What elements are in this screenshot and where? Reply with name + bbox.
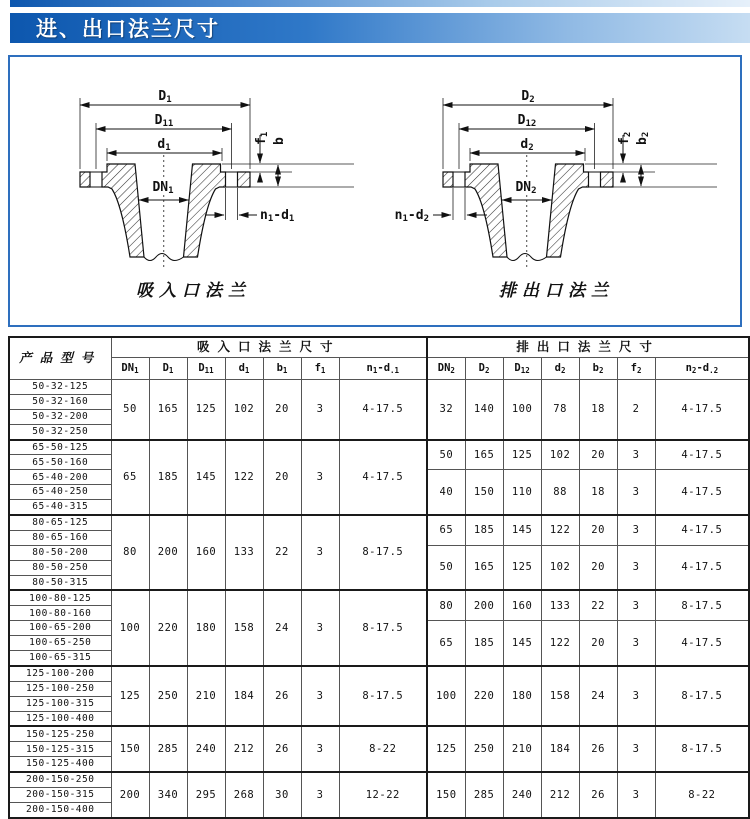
- suction-subheader-5: f1: [301, 358, 339, 380]
- discharge-dim-cell: 4-17.5: [655, 621, 749, 666]
- suction-subheader-3: d1: [225, 358, 263, 380]
- discharge-dim-cell: 210: [503, 726, 541, 772]
- suction-flange-figure: [12, 67, 375, 301]
- dim-label-d1: d1: [156, 137, 171, 153]
- discharge-dim-cell: 165: [465, 440, 503, 470]
- suction-dim-cell: 3: [301, 772, 339, 818]
- suction-dim-cell: 8-17.5: [339, 666, 427, 727]
- suction-dim-cell: 340: [149, 772, 187, 818]
- product-model-cell: 100-65-200: [9, 621, 111, 636]
- product-model-cell: 65-50-125: [9, 440, 111, 455]
- discharge-dim-cell: 8-17.5: [655, 666, 749, 727]
- discharge-dim-cell: 3: [617, 545, 655, 590]
- discharge-dim-cell: 3: [617, 666, 655, 727]
- suction-dim-cell: 220: [149, 590, 187, 665]
- suction-dim-cell: 4-17.5: [339, 440, 427, 515]
- suction-dim-cell: 133: [225, 515, 263, 590]
- suction-dim-cell: 24: [263, 590, 301, 665]
- col-header-product-model: 产品型号: [9, 337, 111, 380]
- discharge-dim-cell: 24: [579, 666, 617, 727]
- discharge-dim-cell: 20: [579, 515, 617, 545]
- top-accent-strip: [10, 0, 750, 7]
- suction-dim-cell: 200: [111, 772, 149, 818]
- suction-dim-cell: 125: [187, 380, 225, 440]
- product-model-cell: 50-32-160: [9, 394, 111, 409]
- suction-dim-cell: 285: [149, 726, 187, 772]
- suction-dim-cell: 158: [225, 590, 263, 665]
- suction-dim-cell: 3: [301, 380, 339, 440]
- discharge-dim-cell: 185: [465, 515, 503, 545]
- discharge-dim-cell: 4-17.5: [655, 440, 749, 470]
- product-model-cell: 50-32-125: [9, 380, 111, 395]
- product-model-cell: 100-80-160: [9, 606, 111, 621]
- discharge-dim-cell: 2: [617, 380, 655, 440]
- table-row: [9, 380, 749, 395]
- dim-label-n1-d2: n1-d2: [394, 208, 429, 224]
- flange-left-ear: [443, 172, 453, 187]
- dim-label-f1: f1: [253, 131, 270, 145]
- product-model-cell: 200-150-250: [9, 772, 111, 787]
- product-model-cell: 65-40-315: [9, 500, 111, 515]
- flange-right-section: [183, 164, 225, 257]
- flange-right-ear: [600, 172, 613, 187]
- suction-dim-cell: 3: [301, 666, 339, 727]
- discharge-dim-cell: 184: [541, 726, 579, 772]
- suction-subheader-0: DN1: [111, 358, 149, 380]
- discharge-dim-cell: 18: [579, 380, 617, 440]
- suction-dim-cell: 3: [301, 726, 339, 772]
- dim-label-D1: D1: [157, 89, 172, 105]
- product-model-cell: 125-100-400: [9, 711, 111, 726]
- dim-label-d2: d2: [519, 137, 534, 153]
- dim-label-DN2: DN2: [514, 180, 537, 196]
- discharge-dim-cell: 150: [465, 470, 503, 515]
- suction-dim-cell: 100: [111, 590, 149, 665]
- suction-dim-cell: 210: [187, 666, 225, 727]
- col-group-discharge: 排出口法兰尺寸: [427, 337, 749, 358]
- table-row: [9, 772, 749, 787]
- discharge-dim-cell: 110: [503, 470, 541, 515]
- flange-right-ear: [237, 172, 250, 187]
- discharge-dim-cell: 8-17.5: [655, 726, 749, 772]
- discharge-subheader-6: n2-d.2: [655, 358, 749, 380]
- product-model-cell: 65-50-160: [9, 455, 111, 470]
- discharge-dim-cell: 4-17.5: [655, 545, 749, 590]
- discharge-subheader-5: f2: [617, 358, 655, 380]
- discharge-dim-cell: 165: [465, 545, 503, 590]
- suction-subheader-1: D1: [149, 358, 187, 380]
- discharge-dim-cell: 78: [541, 380, 579, 440]
- discharge-dim-cell: 32: [427, 380, 465, 440]
- suction-dim-cell: 50: [111, 380, 149, 440]
- product-model-cell: 80-65-160: [9, 530, 111, 545]
- suction-dim-cell: 250: [149, 666, 187, 727]
- suction-flange-caption: 吸入口法兰: [136, 281, 251, 301]
- discharge-dim-cell: 50: [427, 440, 465, 470]
- suction-flange-drawing: [20, 67, 368, 275]
- suction-dim-cell: 8-17.5: [339, 590, 427, 665]
- discharge-dim-cell: 100: [427, 666, 465, 727]
- flange-right-section: [546, 164, 588, 257]
- flange-left-ear: [80, 172, 90, 187]
- suction-dim-cell: 26: [263, 666, 301, 727]
- product-model-cell: 125-100-250: [9, 681, 111, 696]
- dim-label-f2: f2: [616, 131, 633, 145]
- table-row: [9, 515, 749, 530]
- discharge-dim-cell: 4-17.5: [655, 515, 749, 545]
- discharge-subheader-0: DN2: [427, 358, 465, 380]
- discharge-dim-cell: 200: [465, 590, 503, 620]
- product-model-cell: 100-65-315: [9, 651, 111, 666]
- discharge-dim-cell: 102: [541, 440, 579, 470]
- suction-dim-cell: 165: [149, 380, 187, 440]
- discharge-dim-cell: 125: [503, 545, 541, 590]
- section-title-bar: [10, 13, 750, 43]
- discharge-dim-cell: 145: [503, 621, 541, 666]
- discharge-dim-cell: 50: [427, 545, 465, 590]
- suction-dim-cell: 12-22: [339, 772, 427, 818]
- discharge-dim-cell: 65: [427, 621, 465, 666]
- discharge-dim-cell: 88: [541, 470, 579, 515]
- discharge-dim-cell: 100: [503, 380, 541, 440]
- suction-dim-cell: 180: [187, 590, 225, 665]
- dim-label-DN1: DN1: [151, 180, 174, 196]
- product-model-cell: 200-150-315: [9, 788, 111, 803]
- flange-left-section: [102, 164, 144, 257]
- suction-dim-cell: 3: [301, 590, 339, 665]
- product-model-cell: 150-125-250: [9, 726, 111, 741]
- discharge-dim-cell: 20: [579, 440, 617, 470]
- product-model-cell: 100-80-125: [9, 590, 111, 605]
- discharge-flange-caption: 排出口法兰: [499, 281, 614, 301]
- product-model-cell: 65-40-250: [9, 485, 111, 500]
- discharge-dim-cell: 22: [579, 590, 617, 620]
- discharge-dim-cell: 4-17.5: [655, 380, 749, 440]
- discharge-dim-cell: 122: [541, 621, 579, 666]
- dim-label-n1-d1: n1-d1: [259, 208, 294, 224]
- suction-dim-cell: 102: [225, 380, 263, 440]
- discharge-subheader-4: b2: [579, 358, 617, 380]
- product-model-cell: 50-32-200: [9, 409, 111, 424]
- suction-dim-cell: 3: [301, 515, 339, 590]
- product-model-cell: 150-125-315: [9, 742, 111, 757]
- discharge-dim-cell: 125: [503, 440, 541, 470]
- suction-dim-cell: 4-17.5: [339, 380, 427, 440]
- discharge-dim-cell: 3: [617, 515, 655, 545]
- suction-dim-cell: 145: [187, 440, 225, 515]
- suction-dim-cell: 150: [111, 726, 149, 772]
- discharge-dim-cell: 140: [465, 380, 503, 440]
- suction-subheader-4: b1: [263, 358, 301, 380]
- suction-dim-cell: 240: [187, 726, 225, 772]
- suction-dim-cell: 268: [225, 772, 263, 818]
- product-model-cell: 50-32-250: [9, 424, 111, 439]
- discharge-dim-cell: 3: [617, 440, 655, 470]
- discharge-flange-figure: [375, 67, 738, 301]
- suction-dim-cell: 185: [149, 440, 187, 515]
- table-row: [9, 726, 749, 741]
- table-row: [9, 590, 749, 605]
- product-model-cell: 80-50-315: [9, 575, 111, 590]
- dim-label-D11: D11: [154, 113, 173, 129]
- discharge-dim-cell: 8-17.5: [655, 590, 749, 620]
- discharge-dim-cell: 240: [503, 772, 541, 818]
- product-model-cell: 150-125-400: [9, 757, 111, 772]
- col-group-suction: 吸入口法兰尺寸: [111, 337, 427, 358]
- discharge-dim-cell: 80: [427, 590, 465, 620]
- product-model-cell: 80-50-250: [9, 560, 111, 575]
- dim-label-D12: D12: [517, 113, 536, 129]
- dim-label-b2: b2: [634, 131, 651, 145]
- product-model-cell: 80-50-200: [9, 545, 111, 560]
- table-row: [9, 440, 749, 455]
- page-title: 进、出口法兰尺寸: [36, 18, 220, 41]
- discharge-subheader-3: d2: [541, 358, 579, 380]
- discharge-dim-cell: 26: [579, 726, 617, 772]
- suction-dim-cell: 125: [111, 666, 149, 727]
- product-model-cell: 125-100-315: [9, 696, 111, 711]
- suction-dim-cell: 20: [263, 380, 301, 440]
- dim-label-b: b: [271, 137, 287, 145]
- discharge-dim-cell: 180: [503, 666, 541, 727]
- discharge-dim-cell: 18: [579, 470, 617, 515]
- discharge-dim-cell: 133: [541, 590, 579, 620]
- product-model-cell: 200-150-400: [9, 802, 111, 817]
- suction-dim-cell: 22: [263, 515, 301, 590]
- product-model-cell: 125-100-200: [9, 666, 111, 681]
- discharge-dim-cell: 3: [617, 590, 655, 620]
- discharge-dim-cell: 220: [465, 666, 503, 727]
- discharge-dim-cell: 150: [427, 772, 465, 818]
- suction-dim-cell: 200: [149, 515, 187, 590]
- discharge-dim-cell: 125: [427, 726, 465, 772]
- discharge-dim-cell: 102: [541, 545, 579, 590]
- product-model-cell: 65-40-200: [9, 470, 111, 485]
- suction-dim-cell: 212: [225, 726, 263, 772]
- suction-dim-cell: 80: [111, 515, 149, 590]
- suction-subheader-6: n1-d.1: [339, 358, 427, 380]
- suction-dim-cell: 3: [301, 440, 339, 515]
- suction-dim-cell: 160: [187, 515, 225, 590]
- product-model-cell: 80-65-125: [9, 515, 111, 530]
- discharge-dim-cell: 160: [503, 590, 541, 620]
- discharge-dim-cell: 250: [465, 726, 503, 772]
- suction-dim-cell: 8-17.5: [339, 515, 427, 590]
- discharge-dim-cell: 212: [541, 772, 579, 818]
- flange-dimensions-table: [8, 336, 750, 819]
- suction-dim-cell: 295: [187, 772, 225, 818]
- discharge-subheader-2: D12: [503, 358, 541, 380]
- flange-left-section: [465, 164, 507, 257]
- diagram-panel: [8, 55, 742, 327]
- discharge-dim-cell: 65: [427, 515, 465, 545]
- discharge-dim-cell: 20: [579, 621, 617, 666]
- discharge-dim-cell: 3: [617, 726, 655, 772]
- discharge-dim-cell: 3: [617, 621, 655, 666]
- discharge-dim-cell: 3: [617, 470, 655, 515]
- suction-dim-cell: 184: [225, 666, 263, 727]
- discharge-subheader-1: D2: [465, 358, 503, 380]
- suction-dim-cell: 30: [263, 772, 301, 818]
- product-model-cell: 100-65-250: [9, 636, 111, 651]
- suction-dim-cell: 8-22: [339, 726, 427, 772]
- discharge-dim-cell: 285: [465, 772, 503, 818]
- discharge-dim-cell: 4-17.5: [655, 470, 749, 515]
- discharge-dim-cell: 40: [427, 470, 465, 515]
- discharge-dim-cell: 20: [579, 545, 617, 590]
- suction-dim-cell: 20: [263, 440, 301, 515]
- discharge-dim-cell: 3: [617, 772, 655, 818]
- discharge-dim-cell: 145: [503, 515, 541, 545]
- suction-subheader-2: D11: [187, 358, 225, 380]
- discharge-dim-cell: 185: [465, 621, 503, 666]
- suction-dim-cell: 65: [111, 440, 149, 515]
- discharge-dim-cell: 158: [541, 666, 579, 727]
- dim-label-D2: D2: [520, 89, 535, 105]
- discharge-dim-cell: 122: [541, 515, 579, 545]
- discharge-flange-drawing: [383, 67, 731, 275]
- discharge-dim-cell: 8-22: [655, 772, 749, 818]
- discharge-dim-cell: 26: [579, 772, 617, 818]
- suction-dim-cell: 122: [225, 440, 263, 515]
- table-row: [9, 666, 749, 681]
- suction-dim-cell: 26: [263, 726, 301, 772]
